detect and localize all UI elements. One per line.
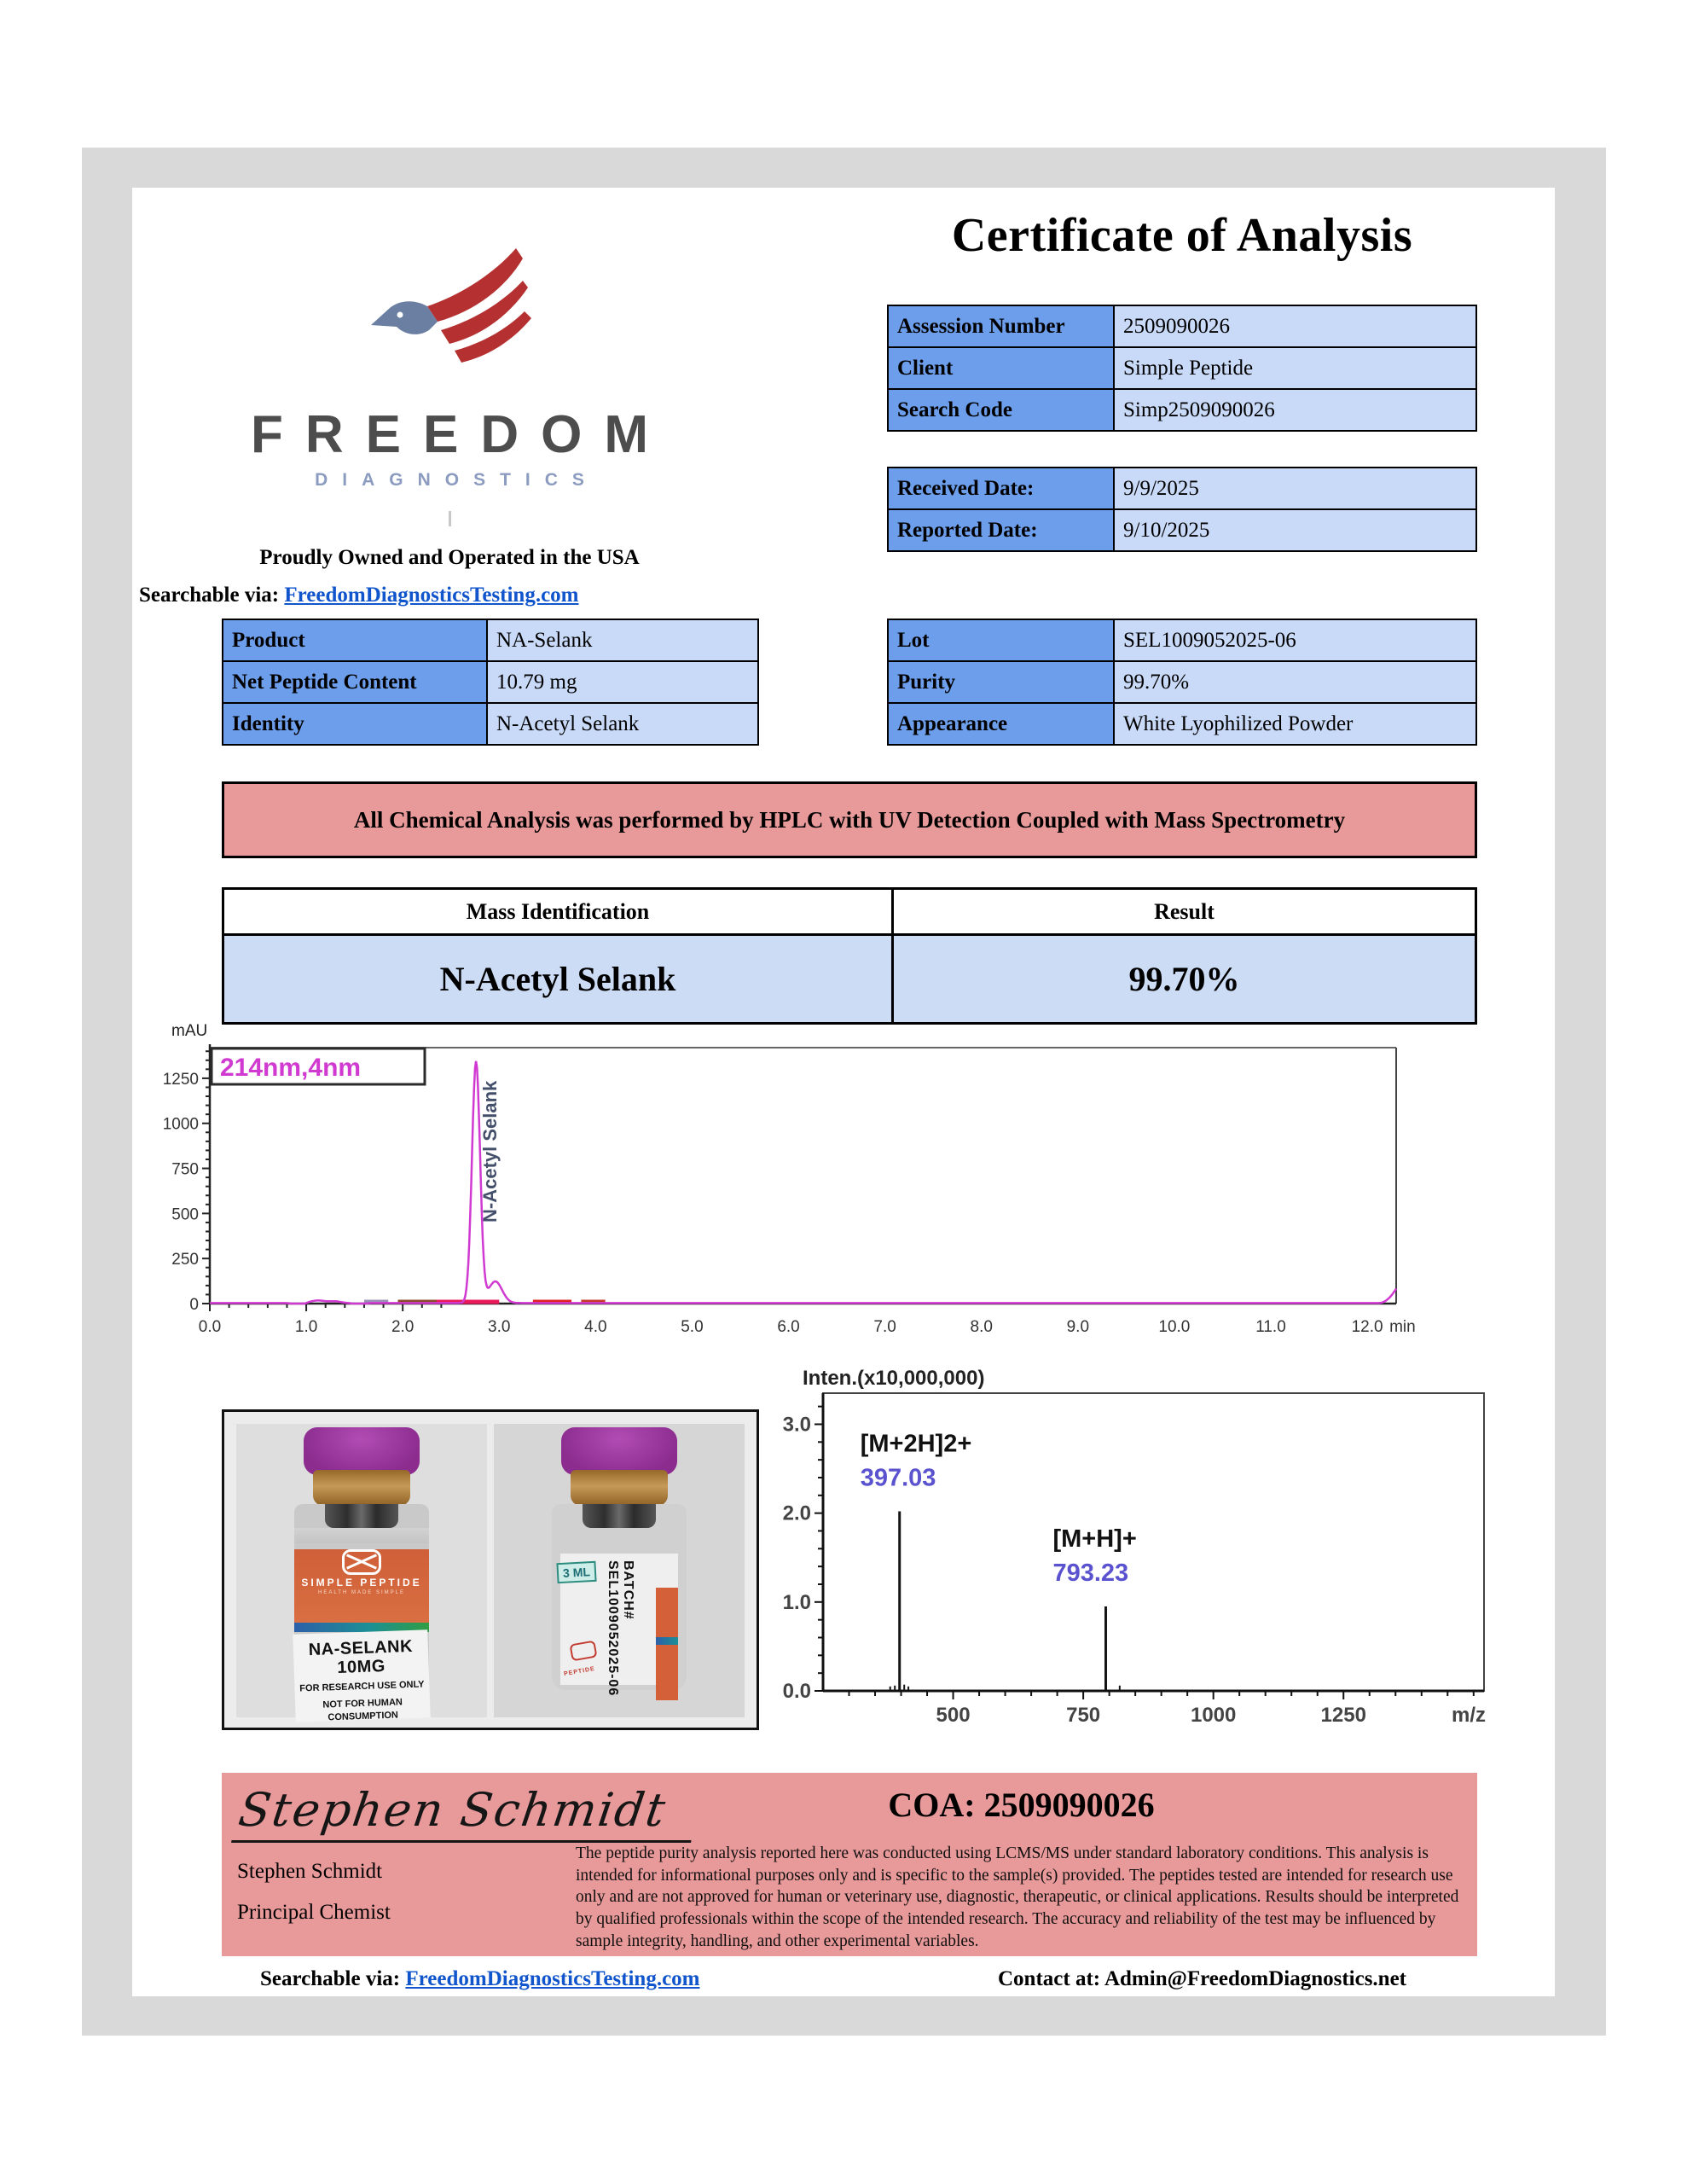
coa-number-heading: COA: 2509090026 [888, 1786, 1155, 1824]
svg-text:9.0: 9.0 [1066, 1318, 1090, 1336]
table-row [223, 619, 758, 661]
row-value: NA-Selank [487, 619, 758, 661]
simple-peptide-logo-icon [342, 1549, 381, 1575]
svg-text:12.0: 12.0 [1351, 1318, 1383, 1336]
vial-photos-frame [222, 1409, 759, 1730]
svg-text:[M+H]+: [M+H]+ [1052, 1525, 1137, 1554]
mass-id-value: N-Acetyl Selank [223, 935, 893, 1024]
vial-cap [304, 1427, 420, 1475]
logo-wordmark: FREEDOM [251, 405, 670, 464]
vial-back-photo [494, 1424, 745, 1717]
table-row [888, 468, 1476, 509]
svg-text:793.23: 793.23 [1052, 1560, 1129, 1588]
svg-text:750: 750 [1066, 1704, 1101, 1727]
batch-number-text: BATCH# SEL1009052025-06 [606, 1560, 635, 1697]
svg-text:2.0: 2.0 [391, 1318, 415, 1336]
accession-table [887, 305, 1477, 432]
vial-crimp [571, 1470, 668, 1506]
brand-tagline: HEALTH MADE SIMPLE [318, 1590, 405, 1595]
svg-text:1250: 1250 [1320, 1704, 1366, 1727]
table-row [888, 661, 1476, 703]
vial-front-photo [236, 1424, 487, 1723]
svg-text:250: 250 [171, 1251, 199, 1269]
table-header-row [223, 889, 1476, 935]
mass-spectrum-chart [763, 1368, 1497, 1743]
vial-stopper [583, 1504, 656, 1528]
row-value: Simp2509090026 [1114, 389, 1476, 431]
mini-logo-icon [569, 1641, 597, 1662]
row-label: Appearance [888, 703, 1114, 745]
row-value: 9/10/2025 [1114, 509, 1476, 551]
svg-text:[M+2H]2+: [M+2H]2+ [860, 1430, 972, 1458]
svg-text:397.03: 397.03 [860, 1464, 936, 1492]
row-label: Search Code [888, 389, 1114, 431]
analysis-method-banner: All Chemical Analysis was performed by HPLC with UV Detection Coupled with Mass Spectrometry [222, 781, 1477, 858]
footer-searchable-link[interactable]: FreedomDiagnosticsTesting.com [405, 1967, 700, 1990]
row-label: Received Date: [888, 468, 1114, 509]
vial-body [552, 1504, 687, 1697]
row-label: Net Peptide Content [223, 661, 487, 703]
usa-tagline: Proudly Owned and Operated in the USA [259, 546, 640, 569]
svg-text:3.0: 3.0 [488, 1318, 511, 1336]
mini-logo-text: PEPTIDE [563, 1665, 596, 1678]
svg-text:1.0: 1.0 [294, 1318, 318, 1336]
svg-text:500: 500 [936, 1704, 971, 1727]
table-row [888, 619, 1476, 661]
svg-text:750: 750 [171, 1160, 199, 1179]
footer-contact: Contact at: Admin@FreedomDiagnostics.net [998, 1967, 1407, 1990]
column-header: Result [893, 889, 1476, 935]
disclaimer-text: The peptide purity analysis reported here was conducted using LCMS/MS under standard laboratory conditions. This analysis is intended for informational purposes only and is specific to the sample(s) provided. The peptides tested are intended for research use only and are not approved for human or veterinary use, diagnostic, therapeutic, or clinical applications. Results should be interpreted by qualified professionals within the scope of the intended research. The accuracy and reliability of the test may be influenced by sample integrity, handling, and other experimental variables. [576, 1844, 1459, 1950]
volume-badge: 3 ML [556, 1561, 596, 1583]
searchable-link[interactable]: FreedomDiagnosticsTesting.com [284, 584, 579, 607]
signer-role: Principal Chemist [237, 1901, 391, 1924]
page-title: Certificate of Analysis [951, 209, 1413, 262]
svg-text:3.0: 3.0 [782, 1413, 811, 1437]
eagle-logo-icon [211, 239, 688, 392]
svg-text:mAU: mAU [171, 1022, 208, 1040]
table-row [888, 389, 1476, 431]
table-row [223, 661, 758, 703]
vial-crimp [313, 1470, 410, 1506]
row-value: N-Acetyl Selank [487, 703, 758, 745]
table-row [223, 935, 1476, 1024]
logo-subtext: DIAGNOSTICS [315, 470, 599, 490]
vial-warning-line: NOT FOR HUMAN CONSUMPTION [322, 1697, 403, 1723]
table-row [223, 703, 758, 745]
searchable-line-top [139, 584, 770, 607]
logo-divider [449, 511, 451, 526]
row-value: 9/9/2025 [1114, 468, 1476, 509]
row-label: Identity [223, 703, 487, 745]
svg-text:1000: 1000 [162, 1115, 199, 1134]
row-value: SEL1009052025-06 [1114, 619, 1476, 661]
row-value: 99.70% [1114, 661, 1476, 703]
vial-warning-line: FOR RESEARCH USE ONLY [299, 1679, 425, 1694]
svg-text:1250: 1250 [162, 1070, 199, 1089]
vial-body [294, 1504, 429, 1723]
product-table [222, 619, 759, 746]
vial-stopper [325, 1504, 398, 1528]
svg-text:7.0: 7.0 [873, 1318, 896, 1336]
row-value: Simple Peptide [1114, 347, 1476, 389]
vial-label-front [294, 1549, 429, 1623]
table-row [888, 305, 1476, 347]
logo-block [211, 239, 688, 526]
svg-text:0: 0 [189, 1296, 199, 1314]
svg-text:10.0: 10.0 [1158, 1318, 1191, 1336]
searchable-label: Searchable via: [260, 1967, 401, 1990]
svg-text:1000: 1000 [1190, 1704, 1237, 1727]
table-row [888, 509, 1476, 551]
row-label: Client [888, 347, 1114, 389]
row-label: Reported Date: [888, 509, 1114, 551]
hplc-chromatogram [158, 1011, 1463, 1344]
svg-text:214nm,4nm: 214nm,4nm [220, 1054, 362, 1082]
svg-text:8.0: 8.0 [970, 1318, 993, 1336]
svg-text:11.0: 11.0 [1255, 1318, 1286, 1336]
row-label: Product [223, 619, 487, 661]
column-header: Mass Identification [223, 889, 893, 935]
svg-text:0.0: 0.0 [782, 1680, 811, 1703]
svg-text:500: 500 [171, 1205, 199, 1224]
label-text-panel [293, 1629, 430, 1722]
svg-text:m/z: m/z [1451, 1704, 1486, 1727]
brand-name: SIMPLE PEPTIDE [301, 1577, 422, 1589]
result-value: 99.70% [893, 935, 1476, 1024]
svg-text:1.0: 1.0 [782, 1590, 811, 1614]
row-value: 10.79 mg [487, 661, 758, 703]
vial-label-back [560, 1554, 678, 1697]
label-stripe [656, 1637, 678, 1645]
signature-script: Stephen Schmidt [231, 1783, 699, 1843]
row-value: White Lyophilized Powder [1114, 703, 1476, 745]
footer-searchable-line [260, 1967, 700, 1991]
row-label: Lot [888, 619, 1114, 661]
svg-text:min: min [1389, 1318, 1416, 1336]
lot-table [887, 619, 1477, 746]
vial-cap [561, 1427, 677, 1475]
table-row [888, 347, 1476, 389]
dates-table [887, 467, 1477, 552]
signer-printed-name: Stephen Schmidt [237, 1860, 383, 1883]
svg-text:N-Acetyl Selank: N-Acetyl Selank [479, 1080, 501, 1223]
certificate-page [132, 188, 1555, 1996]
vial-product-name: NA-SELANK 10MG [308, 1636, 414, 1677]
signature-block [222, 1773, 1477, 1956]
svg-text:4.0: 4.0 [584, 1318, 607, 1336]
svg-text:2.0: 2.0 [782, 1502, 811, 1525]
svg-text:0.0: 0.0 [198, 1318, 222, 1336]
row-label: Assession Number [888, 305, 1114, 347]
searchable-label: Searchable via: [139, 584, 280, 607]
svg-text:6.0: 6.0 [777, 1318, 800, 1336]
mass-identification-table [222, 887, 1477, 1025]
svg-text:5.0: 5.0 [681, 1318, 704, 1336]
row-value: 2509090026 [1114, 305, 1476, 347]
vial-powder [294, 1528, 429, 1543]
row-label: Purity [888, 661, 1114, 703]
svg-text:Inten.(x10,000,000): Inten.(x10,000,000) [803, 1367, 985, 1390]
table-row [888, 703, 1476, 745]
label-edge-sliver [656, 1588, 678, 1700]
